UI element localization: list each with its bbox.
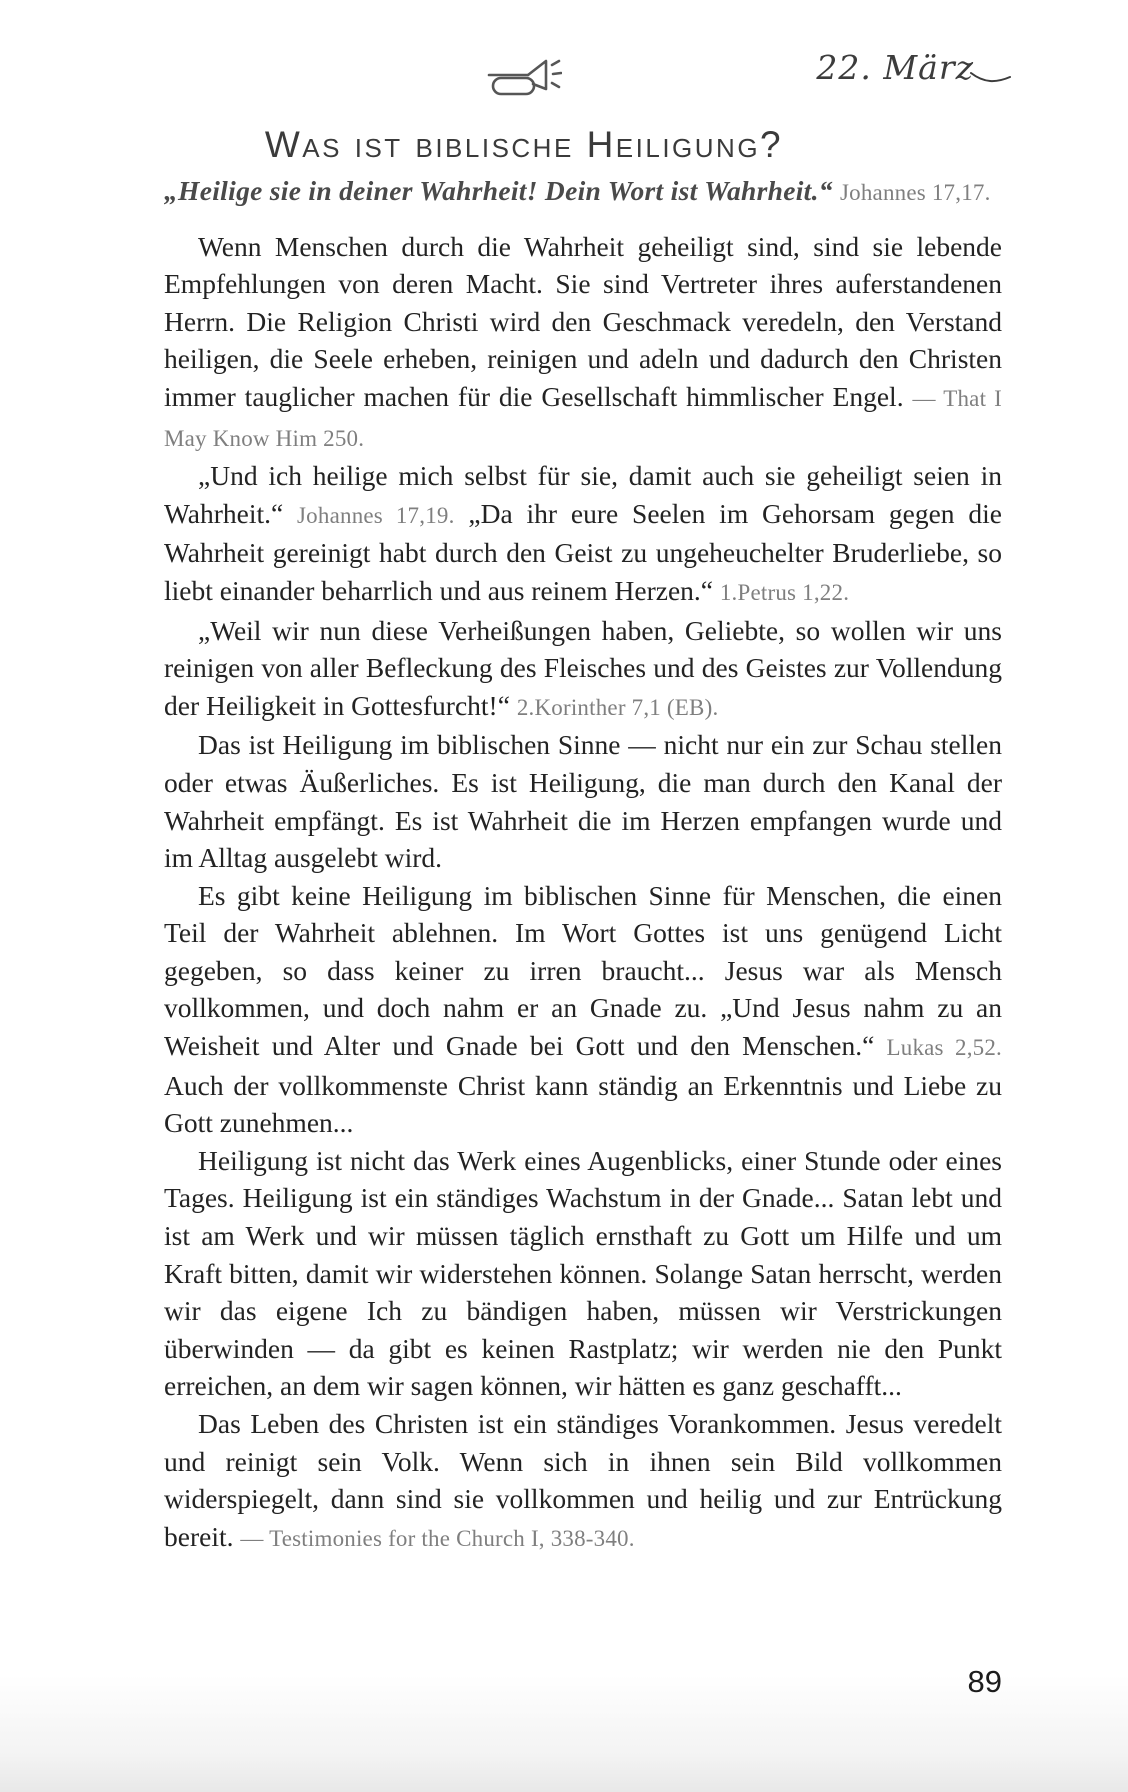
scripture-reference: — That I May Know Him 250. [164, 385, 1002, 451]
scripture-reference: 1.Petrus 1,22. [719, 579, 850, 605]
scripture-reference: Lukas 2,52. [886, 1035, 1002, 1061]
page-number: 89 [967, 1664, 1002, 1699]
body-paragraphs [164, 228, 1002, 1558]
body-text: Wenn Menschen durch die Wahrheit geheiligt sind, sind sie lebende Empfehlungen von deren Macht. Sie sind Vertreter ihres auferstandenen Herrn. Die Religion Christi wird den Geschmack veredeln, den Verstand heiligen, die Seele erheben, reinigen und adeln und dadurch den Christen immer tauglicher machen für die Gesellschaft himmlischer Engel. [164, 230, 1002, 412]
body-text: Heiligung ist nicht das Werk eines Augenblicks, einer Stunde oder eines Tages. Heiligung ist ein ständiges Wachstum in der Gnade... Satan lebt und ist am Werk und wir müssen täglich ernsthaft zu Gott um Hilfe und um Kraft bitten, damit wir widerstehen können. Solange Satan herrscht, werden wir das eigene Ich zu bändigen haben, müssen wir Verstrickungen überwinden — da gibt es keinen Rastplatz; wir werden nie den Punkt erreichen, an dem wir sagen können, wir hätten es ganz geschafft... [164, 1144, 1002, 1402]
body-text: „Weil wir nun diese Verheißungen haben, Geliebte, so wollen wir uns reinigen von aller Befleckung des Fleisches und des Geistes zur Vollendung der Heiligkeit in Gottesfurcht!“ [164, 614, 1002, 721]
page-title: Was ist biblische Heiligung? [264, 124, 784, 165]
date-label [816, 48, 1012, 87]
body-text: „Da ihr eure Seelen im Gehorsam gegen die Wahrheit gereinigt habt durch den Geist zu ungeheuchelter Bruderliebe, so liebt einander beharrlich und aus reinem Herzen.“ [164, 497, 1002, 606]
body-paragraph [164, 877, 1002, 1142]
body-paragraph [164, 1142, 1002, 1405]
body-text: Das ist Heiligung im biblischen Sinne — nicht nur ein zur Schau stellen oder etwas Äußerliches. Es ist Heiligung, die man durch den Kanal der Wahrheit empfängt. Es ist Wahrheit die im Herzen empfangen wurde und im Alltag ausgelebt wird. [164, 729, 1002, 874]
body-paragraph [164, 726, 1002, 876]
date-text: 22. März [816, 48, 974, 87]
quote-text: „Heilige sie in deiner Wahrheit! Dein Wort ist Wahrheit.“ [164, 175, 840, 206]
body-paragraph [164, 457, 1002, 611]
scripture-reference: — Testimonies for the Church I, 338-340. [240, 1525, 635, 1551]
trumpet-icon [486, 56, 562, 102]
scripture-reference: Johannes 17,19. [297, 502, 455, 528]
body-paragraph [164, 228, 1002, 458]
scripture-reference: Johannes 17,17. [839, 180, 991, 205]
body-text: Auch der vollkommenste Christ kann ständig an Erkenntnis und Liebe zu Gott zunehmen... [164, 1069, 1002, 1139]
body-text: Es gibt keine Heiligung im biblischen Sinne für Menschen, die einen Teil der Wahrheit ablehnen. Im Wort Gottes ist uns genügend Licht gegeben, so dass keiner zu irren braucht... Jesus war als Mensch vollkommen, und doch nahm er an Gnade zu. „Und Jesus nahm zu an Weisheit und Alter und Gnade bei Gott und den Menschen.“ [164, 879, 1002, 1062]
body-text: Das Leben des Christen ist ein ständiges Vorankommen. Jesus veredelt und reinigt sein Volk. Wenn sich in ihnen sein Bild vollkommen widerspiegelt, dann sind sie vollkommen und heilig und zur Entrückung bereit. [164, 1408, 1002, 1552]
date-flourish [970, 69, 1012, 85]
page-content [164, 172, 1002, 1557]
scripture-reference: 2.Korinther 7,1 (EB). [516, 694, 719, 720]
body-text: „Und ich heilige mich selbst für sie, damit auch sie geheiligt seien in Wahrheit.“ [164, 460, 1002, 529]
scripture-quote [164, 172, 1002, 212]
body-paragraph [164, 612, 1002, 727]
body-paragraph [164, 1405, 1002, 1557]
